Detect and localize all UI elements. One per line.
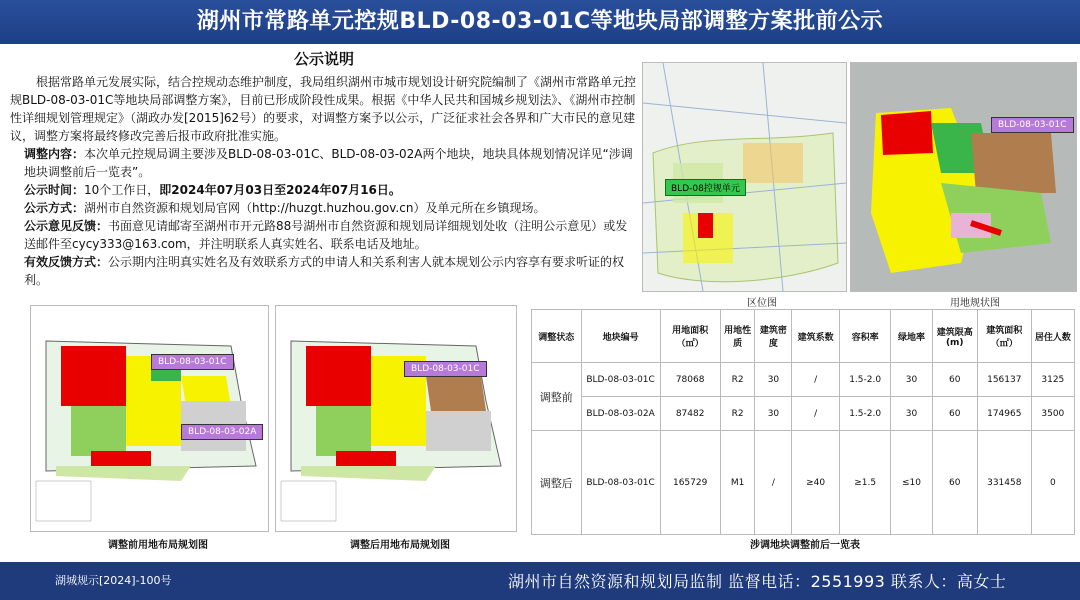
- table-cell: /: [792, 397, 839, 431]
- before-map-graphic: [31, 306, 268, 531]
- table-row: [532, 431, 1075, 535]
- table-cell: 156137: [977, 363, 1031, 397]
- method-text: 湖州市自然资源和规划局官网（http://huzgt.huzhou.gov.cn）及单元所在乡镇现场。: [84, 201, 546, 215]
- table-cell: ≥40: [792, 431, 839, 535]
- before-map: [30, 305, 269, 532]
- table-cell: BLD-08-03-02A: [581, 397, 660, 431]
- footer-bar: [0, 562, 1080, 600]
- header-cell: 绿地率: [891, 310, 932, 363]
- header-cell: 居住人数: [1031, 310, 1074, 363]
- table-cell: 30: [755, 363, 792, 397]
- content-row: [10, 145, 638, 181]
- status-cell: 调整后: [532, 431, 582, 535]
- table-cell: R2: [720, 363, 755, 397]
- header-cell: 容积率: [839, 310, 891, 363]
- feedback-label: 公示意见反馈：: [24, 219, 109, 233]
- table-cell: 1.5-2.0: [839, 363, 891, 397]
- table-cell: ≤10: [891, 431, 932, 535]
- table-cell: 3125: [1031, 363, 1074, 397]
- feedback-text: 书面意见请邮寄至湖州市开元路88号湖州市自然资源和规划局详细规划处收（注明公示意见）或发送邮件至cycy333@163.com，并注明联系人真实姓名、联系电话及地址。: [24, 219, 628, 251]
- table-cell: 165729: [660, 431, 720, 535]
- region-map-graphic: [643, 63, 846, 291]
- table-cell: 0: [1031, 431, 1074, 535]
- after-map: [275, 305, 517, 532]
- table-cell: 60: [932, 431, 977, 535]
- table-cell: 60: [932, 363, 977, 397]
- after-map-graphic: [276, 306, 516, 531]
- table-cell: 331458: [977, 431, 1031, 535]
- table-cell: 174965: [977, 397, 1031, 431]
- table-cell: 60: [932, 397, 977, 431]
- header-cell: 建筑系数: [792, 310, 839, 363]
- region-caption: 区位图: [747, 298, 777, 309]
- table-cell: 87482: [660, 397, 720, 431]
- footer-supervision: 湖州市自然资源和规划局监制 监督电话：2551993 联系人：高女士: [508, 572, 1007, 591]
- table-cell: 3500: [1031, 397, 1074, 431]
- status-map-graphic: [851, 63, 1076, 291]
- status-map: [850, 62, 1077, 292]
- header-cell: 用地面积（㎡）: [660, 310, 720, 363]
- valid-text: 公示期内注明真实姓名及有效联系方式的申请人和关系利害人就本规划公示内容享有要求听证的权利。: [24, 255, 625, 287]
- content-text: 本次单元控规局调主要涉及BLD-08-03-01C、BLD-08-03-02A两个地块，地块具体规划情况详见“涉调地块调整前后一览表”。: [24, 147, 633, 179]
- table-cell: 30: [891, 363, 932, 397]
- table-cell: 78068: [660, 363, 720, 397]
- content-label: 调整内容：: [24, 147, 85, 161]
- table-cell: M1: [720, 431, 755, 535]
- table-cell: 30: [755, 397, 792, 431]
- notice-title: 公示说明: [293, 50, 354, 68]
- table-cell: BLD-08-03-01C: [581, 363, 660, 397]
- time-text-a: 10个工作日，: [84, 183, 160, 197]
- time-label: 公示时间：: [24, 183, 85, 197]
- table-cell: /: [792, 363, 839, 397]
- table-header-row: [532, 310, 1075, 363]
- valid-label: 有效反馈方式：: [24, 255, 109, 269]
- table-cell: 30: [891, 397, 932, 431]
- method-label: 公示方式：: [24, 201, 85, 215]
- before-tag-02a: BLD-08-03-02A: [181, 424, 263, 440]
- time-text-b: 即2024年07月03日至2024年07月16日。: [159, 183, 401, 197]
- header-cell: 建筑密度: [755, 310, 792, 363]
- table-row: [532, 363, 1075, 397]
- header-cell: 建筑面积（㎡）: [977, 310, 1031, 363]
- adjustment-table: [531, 309, 1075, 535]
- valid-row: [10, 253, 638, 289]
- notice-intro: 根据常路单元发展实际，结合控规动态维护制度，我局组织湖州市城市规划设计研究院编制了《湖州市常路单元控规BLD-08-03-01C等地块局部调整方案》，目前已形成阶段性成果。根据《中华人民共和国城乡规划法》、《湖州市控制性详细规划管理规定》（湖政办发[2015]62号）的要求，对调整方案予以公示，广泛征求社会各界和广大市民的意见建议，调整方案将最终修改完善后报市政府批准实施。: [10, 75, 637, 143]
- before-caption: 调整前用地布局规划图: [108, 540, 208, 551]
- footer-code: 湖城规示[2024]-100号: [55, 574, 172, 587]
- table-cell: /: [755, 431, 792, 535]
- feedback-row: [10, 217, 638, 253]
- table-cell: 1.5-2.0: [839, 397, 891, 431]
- page-title: 湖州市常路单元控规BLD-08-03-01C等地块局部调整方案批前公示: [0, 0, 1080, 44]
- header-cell: 用地性质: [720, 310, 755, 363]
- after-caption: 调整后用地布局规划图: [350, 540, 450, 551]
- table-cell: ≥1.5: [839, 431, 891, 535]
- status-caption: 用地规状图: [950, 298, 1000, 309]
- table-row: [532, 397, 1075, 431]
- header-cell: 调整状态: [532, 310, 582, 363]
- after-tag-01c: BLD-08-03-01C: [404, 361, 487, 377]
- notice-section: [10, 46, 638, 296]
- table-cell: R2: [720, 397, 755, 431]
- region-tag: BLD-08控规单元: [665, 179, 746, 196]
- before-tag-01c: BLD-08-03-01C: [151, 354, 234, 370]
- status-tag: BLD-08-03-01C: [991, 117, 1074, 133]
- table-cell: BLD-08-03-01C: [581, 431, 660, 535]
- method-row: [10, 199, 638, 217]
- header-cell: 建筑限高(m): [932, 310, 977, 363]
- status-cell: 调整前: [532, 363, 582, 431]
- region-map: [642, 62, 847, 292]
- table-caption: 涉调地块调整前后一览表: [750, 540, 860, 551]
- header-cell: 地块编号: [581, 310, 660, 363]
- time-row: [10, 181, 638, 199]
